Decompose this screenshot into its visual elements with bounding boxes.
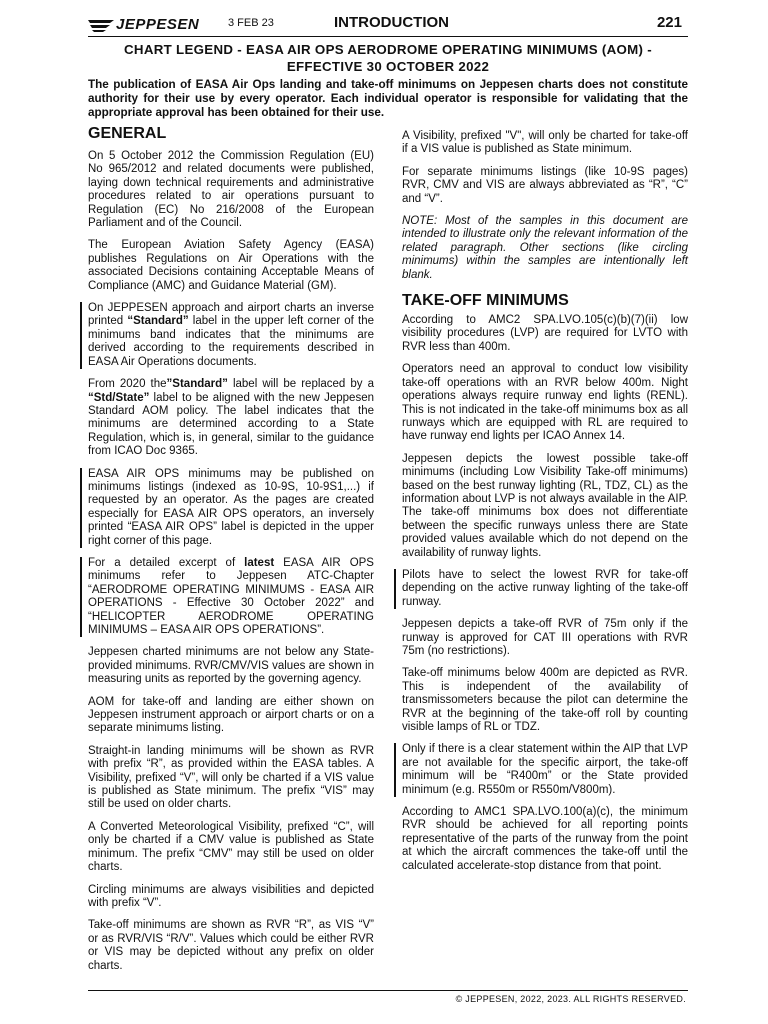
header-date: 3 FEB 23 [228, 17, 274, 29]
paragraph: Operators need an approval to conduct low visibility take-off operations with an RVR below 400m. Night operations always require runway end lights (RENL). This is not indicated in the take-off minimums box as all runways which are equipped with RL are required to have runway end lights per ICAO Annex 14. [402, 363, 688, 443]
copyright: © JEPPESEN, 2022, 2023. ALL RIGHTS RESERVED. [455, 994, 686, 1004]
paragraph: AOM for take-off and landing are either shown on Jeppesen instrument approach or airport charts or on a separate minimums listing. [88, 695, 374, 735]
jeppesen-wing-icon [88, 18, 114, 32]
paragraph-revised: EASA AIR OPS minimums may be published on minimums listings (indexed as 10-9S, 10-9S1,...) if requested by an operator. As the pages are created especially for EASA AIR OPS operators, an inversely printed “EASA AIR OPS” label is depicted in the upper right corner of this page. [88, 467, 374, 547]
paragraph: For separate minimums listings (like 10-9S pages) RVR, CMV and VIS are always abbreviated as “R”, “C” and “V”. [402, 165, 688, 205]
left-column [88, 124, 374, 982]
paragraph: Straight-in landing minimums will be shown as RVR with prefix “R”, as provided within the EASA tables. A Visibility, prefixed “V”, will only be charted if a VIS value is published as State minimum. The prefix “VIS” may still be used on older charts. [88, 744, 374, 811]
paragraph: Circling minimums are always visibilities and depicted with prefix “V”. [88, 883, 374, 909]
takeoff-heading: TAKE-OFF MINIMUMS [402, 292, 569, 310]
paragraph: Jeppesen depicts the lowest possible take-off minimums (including Low Visibility Take-off minimums) based on the best runway lighting (RL, TDZ, CL) as the information about LVP is not always available in the AIP. The take-off minimums box does not differentiate between the specific runways unless there are State provided values available which do not depend on the availability of runway lights. [402, 452, 688, 559]
paragraph-revised: On JEPPESEN approach and airport charts an inverse printed “Standard” label in the upper left corner of the minimums band indicates that the minimums are derived according to the requirements described in EASA Air Operations documents. [88, 302, 374, 368]
logo-text: JEPPESEN [116, 16, 200, 33]
paragraph: Take-off minimums below 400m are depicted as RVR. This is independent of the availability of transmissometers because the pilot can determine the RVR at the beginning of the take-off roll by counting visible lamps of RL or TDZ. [402, 667, 688, 734]
page-header [88, 14, 688, 36]
paragraph: The European Aviation Safety Agency (EASA) publishes Regulations on Air Operations with the associated Decisions containing Acceptable Means of Compliance (AMC) and Guidance Material (GM). [88, 239, 374, 292]
header-rule [88, 36, 688, 37]
note-paragraph: NOTE: Most of the samples in this document are intended to illustrate only the relevant information of the related paragraph. Other sections (like circling minimums) within the samples are intentionally left blank. [402, 215, 688, 281]
paragraph: Take-off minimums are shown as RVR “R”, as VIS “V” or as RVR/VIS “R/V”. Values which could be either RVR or VIS may be depicted without any prefix on older charts. [88, 919, 374, 972]
paragraph-revised: Pilots have to select the lowest RVR for take-off depending on the active runway lighting of the take-off runway. [402, 568, 688, 608]
footer-rule [88, 990, 688, 991]
paragraph: According to AMC1 SPA.LVO.100(a)(c), the minimum RVR should be achieved for all reporting points representative of the parts of the runway from the point at which the aircraft commences the take-off until the calculated accelerate-stop distance from that point. [402, 806, 688, 872]
paragraph: A Visibility, prefixed "V", will only be charted for take-off if a VIS value is published as State minimum. [402, 130, 688, 156]
general-heading: GENERAL [88, 125, 167, 142]
paragraph: On 5 October 2012 the Commission Regulation (EU) No 965/2012 and related documents were published, laying down technical requirements and administrative procedures related to air operations pursuant to Regulation (EC) No 216/2008 of the European Parliament and of the Council. [88, 150, 374, 230]
paragraph: A Converted Meteorological Visibility, prefixed “C”, will only be charted if a CMV value is published as State minimum. The prefix “CMV” may still be used on older charts. [88, 820, 374, 874]
paragraph-revised: Only if there is a clear statement within the AIP that LVP are not available for the specific airport, the take-off minimum will be “R400m” or the State provided minimum (e.g. R550m or R550m/V800m). [402, 743, 688, 796]
paragraph: According to AMC2 SPA.LVO.105(c)(b)(7)(ii) low visibility procedures (LVP) are required for LVTO with RVR less than 400m. [402, 314, 688, 353]
document-intro: The publication of EASA Air Ops landing and take-off minimums on Jeppesen charts does not constitute authority for their use by every operator. Each individual operator is responsible for validating that the appropriate approval has been obtained for their use. [88, 78, 688, 119]
paragraph: Jeppesen depicts a take-off RVR of 75m only if the runway is approved for CAT III operations with RVR 75m (no restrictions). [402, 618, 688, 657]
paragraph-revised: For a detailed excerpt of latest EASA AIR OPS minimums refer to Jeppesen ATC-Chapter “AERODROME OPERATING MINIMUMS - EASA AIR OPERATIONS - Effective 30 October 2022” and “HELICOPTER AERODROME OPERATING MINIMUMS – EASA AIR OPS OPERATIONS”. [88, 556, 374, 636]
paragraph: Jeppesen charted minimums are not below any State-provided minimums. RVR/CMV/VIS values are shown in measuring units as reported by the governing agency. [88, 646, 374, 686]
header-section: INTRODUCTION [334, 14, 449, 31]
document-title: CHART LEGEND - EASA AIR OPS AERODROME OPERATING MINIMUMS (AOM) - EFFECTIVE 30 OCTOBER 2022 [124, 42, 652, 74]
jeppesen-logo [88, 16, 208, 36]
paragraph: From 2020 the”Standard” label will be replaced by a “Std/State” label to be aligned with the new Jeppesen Standard AOM policy. The label indicates that the minimums are determined according to a State Regulation, which is, in general, similar to the guidance from ICAO Doc 9365. [88, 378, 375, 458]
page-number: 221 [656, 14, 682, 31]
right-column [402, 130, 688, 882]
